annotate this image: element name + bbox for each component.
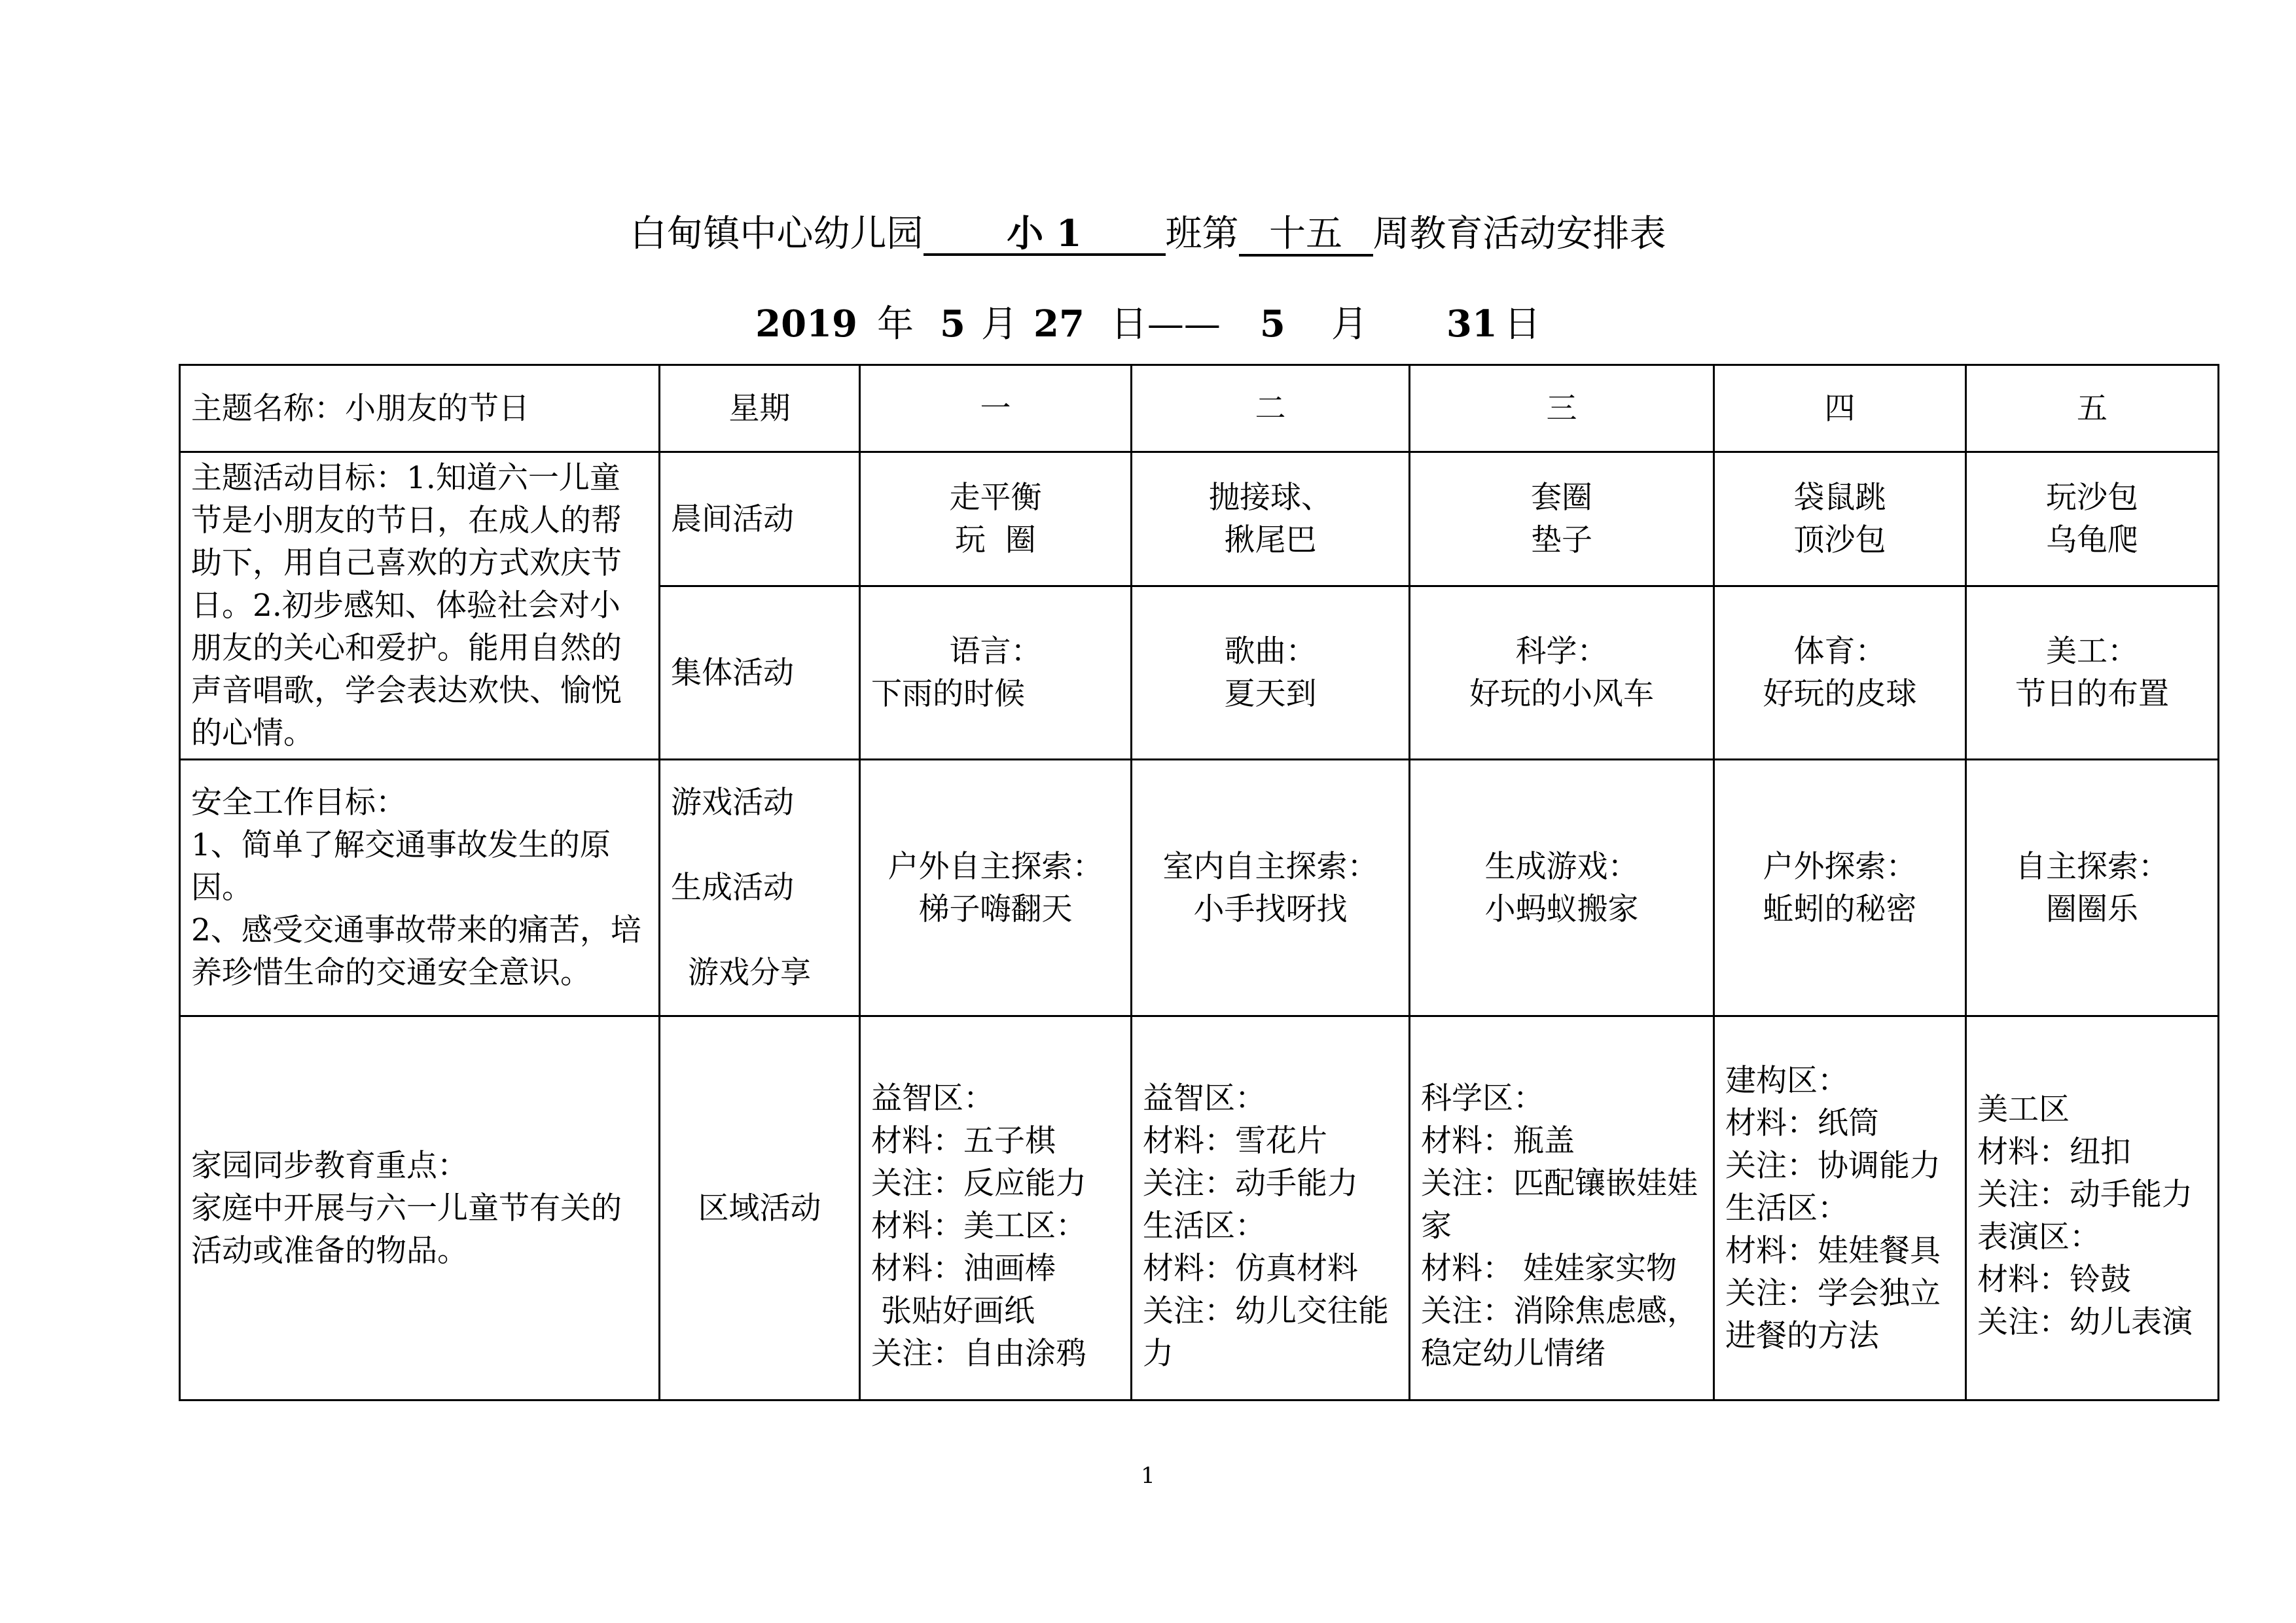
area-cell-fri: 美工区 材料：纽扣 关注：动手能力 表演区： 材料：铃鼓 关注：幼儿表演 [1966, 1016, 2219, 1400]
day-unit: 日—— [1110, 303, 1221, 346]
safety-title: 安全工作目标： [191, 785, 406, 821]
group-cell-tue: 歌曲： 夏天到 [1132, 586, 1410, 760]
area-cell-mon: 益智区： 材料：五子棋 关注：反应能力 材料：美工区： 材料：油画棒 张贴好画纸 关注：自由涂鸦 [860, 1016, 1132, 1400]
end-day-unit: 日 [1503, 303, 1541, 346]
day-header-tue: 二 [1132, 365, 1410, 452]
home-focus [180, 1016, 660, 1400]
group-cell-fri: 美工： 节日的布置 [1966, 586, 2219, 760]
date-range [0, 298, 2296, 351]
area-cell-wed: 科学区： 材料：瓶盖 关注：匹配镶嵌娃娃家 材料： 娃娃家实物 关注：消除焦虑感，稳定幼儿情绪 [1410, 1016, 1714, 1400]
table-row [180, 760, 2219, 1016]
game-cell-mon: 户外自主探索： 梯子嗨翻天 [860, 760, 1132, 1016]
weekday-header: 星期 [660, 365, 860, 452]
start-month: 5 [940, 302, 965, 346]
morning-cell-mon: 走平衡 玩 圈 [860, 452, 1132, 586]
end-month-unit: 月 [1331, 303, 1368, 346]
game-labels [660, 760, 860, 1016]
theme-goal [180, 452, 660, 760]
area-cell-tue: 益智区： 材料：雪花片 关注：动手能力 生活区： 材料：仿真材料 关注：幼儿交往能力 [1132, 1016, 1410, 1400]
home-title: 家园同步教育重点： [191, 1147, 468, 1184]
table-row [180, 365, 2219, 452]
day-header-thu: 四 [1714, 365, 1966, 452]
game-cell-wed: 生成游戏： 小蚂蚁搬家 [1410, 760, 1714, 1016]
title-mid: 班第 [1165, 213, 1239, 255]
game-cell-tue: 室内自主探索： 小手找呀找 [1132, 760, 1410, 1016]
month-unit: 月 [980, 303, 1018, 346]
share-label: 游戏分享 [688, 955, 811, 991]
year-unit: 年 [877, 303, 914, 346]
day-header-mon: 一 [860, 365, 1132, 452]
group-cell-mon: 语言： 下雨的时候 [860, 586, 1132, 760]
safety-item-2: 2、感受交通事故带来的痛苦，培养珍惜生命的交通安全意识。 [191, 912, 641, 991]
safety-item-1: 1、简单了解交通事故发生的原因。 [191, 827, 611, 906]
morning-cell-fri: 玩沙包 乌龟爬 [1966, 452, 2219, 586]
game-cell-fri: 自主探索： 圈圈乐 [1966, 760, 2219, 1016]
end-month: 5 [1259, 302, 1285, 346]
schedule-table [179, 364, 2219, 1401]
week-number: 十五 [1239, 215, 1373, 257]
group-cell-wed: 科学： 好玩的小风车 [1410, 586, 1714, 760]
class-name: 小 1 [924, 214, 1166, 256]
start-day: 27 [1033, 302, 1085, 346]
safety-goals [180, 760, 660, 1016]
morning-cell-wed: 套圈 垫子 [1410, 452, 1714, 586]
end-day: 31 [1446, 302, 1498, 346]
home-text: 家庭中开展与六一儿童节有关的活动或准备的物品。 [191, 1190, 622, 1269]
table-row [180, 452, 2219, 586]
morning-cell-tue: 抛接球、 揪尾巴 [1132, 452, 1410, 586]
page-number: 1 [1141, 1463, 1155, 1489]
group-cell-thu: 体育： 好玩的皮球 [1714, 586, 1966, 760]
year: 2019 [755, 302, 858, 346]
game-label: 游戏活动 [671, 785, 794, 821]
area-label: 区域活动 [660, 1016, 860, 1400]
table-row [180, 1016, 2219, 1400]
day-header-wed: 三 [1410, 365, 1714, 452]
morning-cell-thu: 袋鼠跳 顶沙包 [1714, 452, 1966, 586]
title-suffix: 周教育活动安排表 [1372, 213, 1666, 255]
group-label: 集体活动 [660, 586, 860, 760]
theme-name: 主题名称：小朋友的节日 [180, 365, 660, 452]
generated-label: 生成活动 [671, 870, 794, 906]
day-header-fri: 五 [1966, 365, 2219, 452]
area-cell-thu: 建构区： 材料：纸筒 关注：协调能力 生活区： 材料：娃娃餐具 关注：学会独立进餐的方法 [1714, 1016, 1966, 1400]
morning-label: 晨间活动 [660, 452, 860, 586]
game-cell-thu: 户外探索： 蚯蚓的秘密 [1714, 760, 1966, 1016]
theme-goal-text: 主题活动目标：1.知道六一儿童节是小朋友的节日，在成人的帮助下，用自己喜欢的方式欢庆节日。2.初步感知、体验社会对小朋友的关心和爱护。能用自然的声音唱歌，学会表达欢快、愉悦的心情。 [191, 460, 622, 751]
page-title [0, 208, 2296, 260]
title-prefix: 白甸镇中心幼儿园 [630, 213, 924, 255]
